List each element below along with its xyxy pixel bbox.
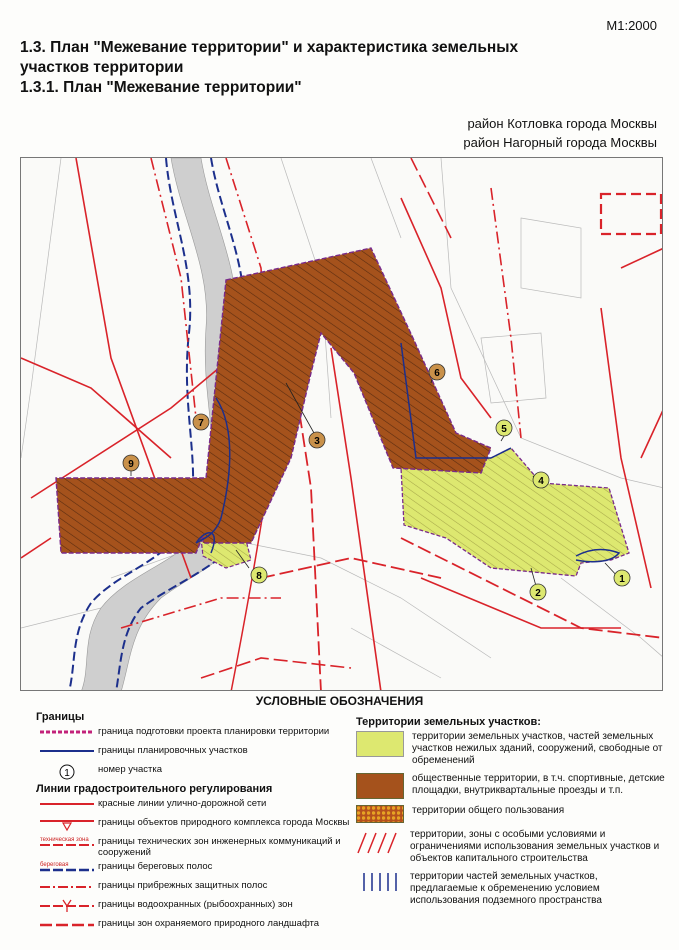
- parcel-marker-9[interactable]: [123, 455, 139, 471]
- legend-territories-heading: Территории земельных участков:: [356, 716, 541, 728]
- technical-zone-symbol: техническая зона: [40, 837, 89, 843]
- legend-row-public-territories: общественные территории, в т.ч. спортивные, детские площадки, внутриквартальные проезды и т.п.: [356, 773, 666, 799]
- common-use-swatch: [356, 805, 404, 823]
- legend-row-parcel-number: 1 номер участка: [36, 764, 356, 780]
- legend-row-shore: береговая границы береговых полос: [36, 861, 356, 877]
- legend-right-column: [356, 712, 666, 913]
- svg-text:6: 6: [434, 368, 440, 379]
- public-territory-swatch: [356, 773, 404, 799]
- legend-boundaries-heading: Границы: [36, 711, 85, 723]
- svg-text:2: 2: [535, 588, 541, 599]
- legend-row-technical-zones: техническая зона границы технических зон инженерных коммуникаций и сооружений: [36, 836, 356, 858]
- legend-row-coastal-protection: границы прибрежных защитных полос: [36, 880, 356, 896]
- title-line-3: 1.3.1. План "Межевание территории": [20, 79, 302, 96]
- svg-text:3: 3: [314, 436, 320, 447]
- legend-row-planning-sections: границы планировочных участков: [36, 745, 356, 761]
- svg-text:5: 5: [501, 424, 507, 435]
- map-area[interactable]: [20, 157, 663, 691]
- parcel-marker-5[interactable]: [496, 420, 512, 436]
- legend-title: УСЛОВНЫЕ ОБОЗНАЧЕНИЯ: [255, 694, 424, 708]
- water-protection-symbol: [36, 899, 98, 915]
- svg-text:9: 9: [128, 459, 134, 470]
- legend-row-natural-complex: границы объектов природного комплекса города Москвы: [36, 817, 356, 833]
- parcel-marker-1[interactable]: [614, 570, 630, 586]
- title-line-2: участков территории: [20, 59, 184, 76]
- legend-row-landscape: границы зон охраняемого природного ландшафта: [36, 918, 356, 934]
- title-line-1: 1.3. План "Межевание территории" и характеристика земельных: [20, 39, 519, 56]
- scale-label: М1:2000: [606, 18, 657, 33]
- district-kotlovka: район Котловка города Москвы: [467, 116, 657, 131]
- landscape-symbol: [36, 918, 98, 934]
- legend-regulation-heading: Линии градостроительного регулирования: [36, 783, 273, 795]
- parcel-marker-6[interactable]: [429, 364, 445, 380]
- legend-row-special-zones: территории, зоны с особыми условиями и ограничениями использования земельных участков и объектов капитального строительства: [356, 829, 666, 865]
- legend-row-water-protection: границы водоохранных (рыбоохранных) зон: [36, 899, 356, 915]
- natural-complex-symbol: [36, 817, 98, 833]
- parcel-number-symbol: [36, 764, 98, 780]
- planning-section-symbol: [36, 745, 98, 761]
- district-names: [463, 114, 657, 152]
- underground-symbol: [356, 871, 402, 895]
- plan-title: [20, 38, 620, 98]
- svg-text:7: 7: [198, 418, 204, 429]
- svg-text:4: 4: [538, 476, 544, 487]
- legend-row-underground: территории частей земельных участков, предлагаемые к обременению условием использования подземного пространства: [356, 871, 666, 907]
- parcel-marker-7[interactable]: [193, 414, 209, 430]
- svg-text:1: 1: [64, 768, 70, 779]
- parcel-marker-4[interactable]: [533, 472, 549, 488]
- legend-row-free-parcels: территории земельных участков, частей земельных участков нежилых зданий, сооружений, свободные от обременений: [356, 731, 666, 767]
- legend-row-common-use: территории общего пользования: [356, 805, 666, 823]
- parcel-marker-8[interactable]: [251, 567, 267, 583]
- project-boundary-symbol: [36, 726, 98, 742]
- free-parcel-swatch: [356, 731, 404, 757]
- legend-row-red-lines: красные линии улично-дорожной сети: [36, 798, 356, 814]
- svg-text:1: 1: [619, 574, 625, 585]
- map-svg: [21, 158, 663, 691]
- special-zone-symbol: [356, 829, 402, 853]
- svg-text:8: 8: [256, 571, 262, 582]
- red-dashed-box: [601, 194, 661, 234]
- district-nagorny: район Нагорный города Москвы: [463, 135, 657, 150]
- legend-left-column: [36, 708, 356, 937]
- coastal-protection-symbol: [36, 880, 98, 896]
- shore-symbol: береговая: [40, 862, 69, 868]
- red-line-symbol: [36, 798, 98, 814]
- parcel-marker-2[interactable]: [530, 584, 546, 600]
- legend-row-project-boundary: граница подготовки проекта планировки территории: [36, 726, 356, 742]
- parcel-marker-3[interactable]: [309, 432, 325, 448]
